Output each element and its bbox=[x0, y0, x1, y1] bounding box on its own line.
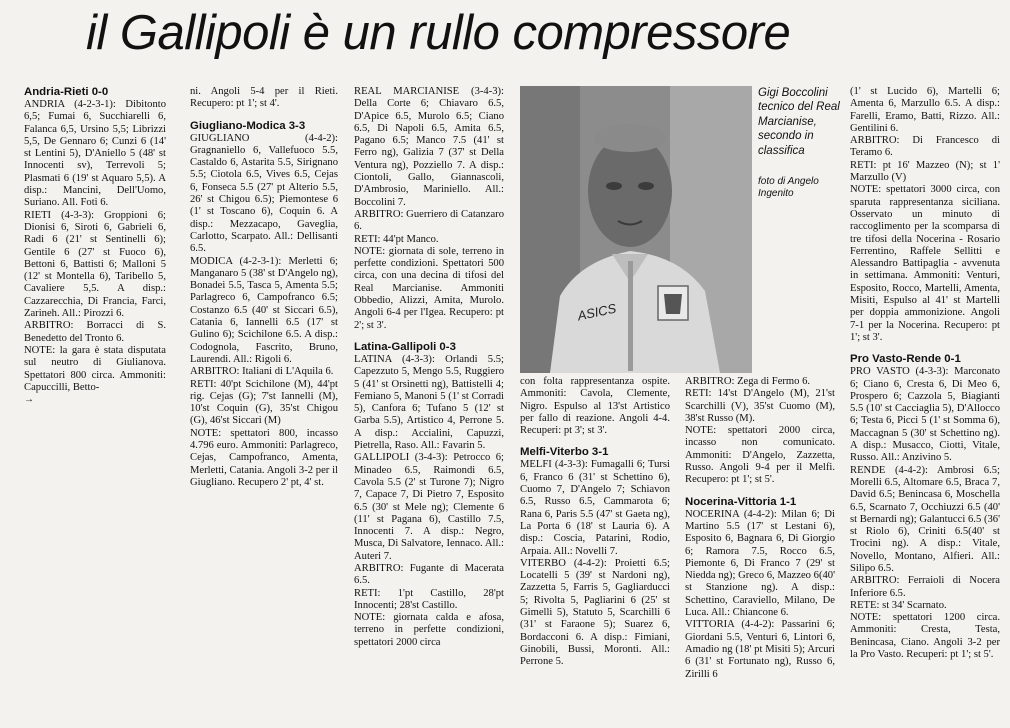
match-report bbox=[24, 86, 166, 210]
report-paragraph bbox=[685, 619, 835, 680]
report-text: ANDRIA (4-2-3-1): Dibitonto 6,5; Fumai 6, Succhiarelli 6, Falanca 6,5, Ursino 5,5; Librizzi 5,5, De Gennaro 6; Cunzi 6 (14' st Lentini 5), D'Aniello 5 (48' st Innocenti sv), Terrevoli 5; Plasmati 6 (19' st Aquaro 5,5). A disp.: Mancini, Dell'Uomo, Suriano. All. Foti 6. bbox=[24, 99, 166, 209]
report-text: ARBITRO: Italiani di L'Aquila 6. bbox=[190, 366, 334, 378]
match-title: Melfi-Viterbo 3-1 bbox=[520, 446, 609, 459]
report-text: MELFI (4-3-3): Fumagalli 6; Tursi 6, Franco 6 (31' st Schettino 6), Cuomo 7, D'Angelo 7; Schiavon 6.5, Russo 6.5, Cammarota 6; Rana 6, Paris 5.5 (47' st Gaeta ng), La Porta 6 (18' st Lauria 6). A disp.: Coscia, Patarini, Rodio, Arpaia. All.: Novelli 7. bbox=[520, 459, 670, 557]
report-text: ARBITRO: Zega di Fermo 6. bbox=[685, 376, 811, 387]
report-paragraph bbox=[850, 184, 1000, 344]
match-report bbox=[850, 353, 1000, 464]
report-text: ARBITRO: Guerriero di Catanzaro 6. bbox=[354, 208, 504, 233]
headline: il Gallipoli è un rullo compressore bbox=[86, 6, 791, 60]
report-paragraph bbox=[190, 86, 338, 111]
report-paragraph bbox=[354, 588, 504, 613]
report-text: REAL MARCIANISE (3-4-3): Della Corte 6; Chiavaro 6.5, D'Apice 6.5, Murolo 6.5; Ciano 6.5, Di Napoli 6.5, Amita 6.5, Pagano 6.5; Manco 7.5 (41' st Ferro ng), Galizia 7 (37' st Della Ventura ng), Pozziello 7. A disp.: Ciontoli, Gallo, Giannascoli, D'Ambrosio, Mariniello. All.: Boccolini 7. bbox=[354, 86, 504, 208]
column-2 bbox=[190, 86, 338, 726]
report-paragraph bbox=[190, 379, 338, 428]
report-paragraph bbox=[354, 209, 504, 234]
report-text: VITTORIA (4-4-2): Passarini 6; Giordani 5.5, Venturi 6, Lintori 6, Amadio ng (18' pt Misiti 5); Arcuri 6 (31' st Fortunato ng), Russo 6, Zirilli 6 bbox=[685, 619, 835, 680]
report-text: VITERBO (4-4-2): Proietti 6.5; Locatelli 5 (39' st Nardoni ng), Zazzetta 5, Farris 5, Gagliarducci 5; Rivolta 5, Pagliarini 6 (25' st Gimelli 5), Statuto 5, Scarchilli 6 (31' st Faraone 5); Suarez 6, Bordacconi 6. A disp.: Fimiani, Ginobili, Bussi, Moronti. All.: Perrone 5. bbox=[520, 557, 670, 668]
report-paragraph bbox=[24, 345, 166, 394]
report-text: GIUGLIANO (4-4-2): Gragnaniello 6, Vallefuoco 5.5, Castaldo 6, Astarita 5.5, Sirignano 5.5; Ciotola 6.5, Vives 6.5, Cejas 6, Fonseca 5.5 (27' pt Alterio 5.5, 26' st Chigou 6.5); Piemontese 6 (1' st Toscano 6), Coquin 6. A disp.: Mezzacapo, Gaveglia, Carlotto, Scarpato. All.: Dellisanti 6.5. bbox=[190, 132, 338, 255]
report-paragraph bbox=[354, 563, 504, 588]
report-paragraph bbox=[520, 376, 670, 437]
report-paragraph bbox=[850, 160, 1000, 185]
report-text: NOTE: spettatori 1200 circa. Ammoniti: Cresta, Testa, Benincasa, Ciano. Angoli 3-2 per la Pro Vasto. Recuperi: pt 1'; st 5'. bbox=[850, 612, 1000, 661]
report-text: PRO VASTO (4-3-3): Marconato 6; Ciano 6, Cresta 6, Di Meo 6, Prospero 6; Cazzola 5, Biagianti 5.5 (10' st Cacciaglia 5), D'Allocco 6; Testa 6, Picci 5 (1' st Somma 6), Maccagnan 5 (30' st Schettino ng). A disp.: Musacco, Ciotti, Vitale, Russo. All.: Anzivino 5. bbox=[850, 366, 1000, 464]
photo-credit: foto di Angelo Ingenito bbox=[758, 176, 819, 200]
coach-portrait-image bbox=[520, 86, 752, 373]
report-text: ARBITRO: Di Francesco di Teramo 6. bbox=[850, 135, 1000, 159]
report-text: RETE: st 34' Scarnato. bbox=[850, 599, 947, 611]
report-text: LATINA (4-3-3): Orlandi 5.5; Capezzuto 5, Mengo 5.5, Ruggiero 5 (41' st Orsinetti ng), Battistelli 4; Femiano 5, Manoni 5 (1' st Corradi 5), Canfora 6; Tufano 5 (12' st Garba 5.5), Artistico 4, Perrone 5. A disp.: Accialini, Capuzzi, Pietrella, Raso. All.: Favarin 5. bbox=[354, 353, 504, 452]
column-5 bbox=[685, 376, 835, 726]
report-paragraph bbox=[520, 558, 670, 669]
report-paragraph bbox=[354, 612, 504, 649]
report-text: ARBITRO: Ferraioli di Nocera Inferiore 6.5. bbox=[850, 575, 1000, 599]
report-text: (1' st Lucido 6), Martelli 6; Amenta 6, Marzullo 6.5. A disp.: Farelli, Eramo, Batti, Rizzo. All.: Gentilini 6. bbox=[850, 86, 1000, 134]
column-6 bbox=[850, 86, 1000, 726]
match-report bbox=[685, 496, 835, 620]
report-text: MODICA (4-2-3-1): Merletti 6; Manganaro 5 (38' st D'Angelo ng), Bonadei 5.5, Tasca 5, Amenta 5.5; Parlagreco 6, Campofranco 6.5; Costanzo 6.5 (40' st Siccari 6.5), Catania 6, Iannelli 6.5 (17' st Gulino 6); Scichilone 6.5. A disp.: Codognola, Fascrito, Bruno, Laurendi. All.: Rigoli 6. bbox=[190, 255, 338, 365]
match-title: Giugliano-Modica 3-3 bbox=[190, 119, 306, 132]
match-title: Pro Vasto-Rende 0-1 bbox=[850, 353, 961, 366]
report-paragraph bbox=[190, 428, 338, 489]
report-text: NOTE: la gara è stata disputata sul neutro di Giulianova. Spettatori 800 circa. Ammoniti: Capuccilli, Betto- bbox=[24, 344, 166, 393]
report-text: ARBITRO: Fugante di Macerata 6.5. bbox=[354, 562, 504, 587]
report-text: NOTE: spettatori 800, incasso 4.796 euro. Ammoniti: Parlagreco, Cejas, Campofranco, Amenta, Merletti, Catania. Angoli 3-2 per il Giugliano. Recupero 2' pt, 4' st. bbox=[190, 427, 338, 488]
column-4 bbox=[520, 376, 670, 726]
report-paragraph bbox=[850, 465, 1000, 576]
report-text: RETI: 44'pt Manco. bbox=[354, 233, 439, 245]
report-paragraph bbox=[24, 320, 166, 345]
report-paragraph bbox=[850, 135, 1000, 160]
column-3 bbox=[354, 86, 504, 726]
report-text: NOTE: spettatori 3000 circa, con sparuta rappresentanza siciliana. Osservato un minuto di raccoglimento per la scomparsa di tre tifosi della Nocerina - Rosario Ferrentino, Raffele Sellitti e Alessandro Battipaglia - avvenuta in settimana. Ammoniti: Venturi, Esposito, Rocco, Martelli, Amenta, Misiti, Espulso al 41' st Martelli per doppia ammonizione. Angoli 7-1 per la Nocerina. Recupero: pt 1'; st 3'. bbox=[850, 184, 1000, 343]
match-title: Nocerina-Vittoria 1-1 bbox=[685, 495, 797, 508]
report-paragraph bbox=[850, 612, 1000, 661]
match-report bbox=[354, 341, 504, 452]
report-paragraph bbox=[850, 600, 1000, 612]
continue-arrow-icon: → bbox=[24, 394, 34, 406]
column-1 bbox=[24, 86, 166, 726]
report-text: con folta rappresentanza ospite. Ammoniti: Cavola, Clemente, Nigro. Espulso al 13'st Artistico per fallo di reazione. Angoli 4-4. Recuperi: pt 3'; st 3'. bbox=[520, 376, 670, 437]
report-paragraph bbox=[354, 234, 504, 246]
caption-text: Gigi Boccolini tecnico del Real Marcianise, secondo in classifica bbox=[758, 87, 840, 157]
report-text: NOTE: spettatori 2000 circa, incasso non comunicato. Ammoniti: D'Angelo, Zazzetta, Russo. Angoli 9-4 per il Melfi. Recupero: pt 1'; st 5'. bbox=[685, 425, 835, 486]
report-text: RIETI (4-3-3): Groppioni 6; Dionisi 6, Siroti 6, Gabrieli 6, Radi 6 (21' st Sentinelli 6); Gentile 6 (27' st Fuoco 6), Bettoni 6, Battisti 6; Malloni 5 (12' st Montella 6), Taribello 5, Cavaliere 5,5. A disp.: Cazzarecchia, Di Francia, Farci, Zarineh. All.: Pirozzi 6. bbox=[24, 209, 166, 320]
report-paragraph bbox=[190, 366, 338, 378]
report-paragraph bbox=[190, 256, 338, 367]
report-paragraph bbox=[354, 86, 504, 209]
report-paragraph bbox=[850, 575, 1000, 600]
report-paragraph bbox=[354, 452, 504, 563]
report-text: ARBITRO: Borracci di S. Benedetto del Tronto 6. bbox=[24, 320, 166, 344]
report-text: RETI: 40'pt Scichilone (M), 44'pt rig. Cejas (G); 7'st Iannelli (M), 10'st Coquin (G), 35'st Chigou (G), 46'st Siccari (M) bbox=[190, 378, 338, 427]
report-text: RETI: pt 16' Mazzeo (N); st 1' Marzullo (V) bbox=[850, 159, 1000, 184]
report-text: NOTE: giornata di sole, terreno in perfette condizioni. Spettatori 500 circa, con una decina di tifosi del Real Marcianise. Ammoniti Obbedio, Alizzi, Amita, Murolo. Angoli 6-4 per l'Igea. Recupero: pt 2'; st 3'. bbox=[354, 245, 504, 331]
photo-coach bbox=[520, 86, 752, 373]
report-text: GALLIPOLI (3-4-3): Petrocco 6; Minadeo 6.5, Raimondi 6.5, Cavola 5.5 (2' st Turone 7); Nigro 7, Capace 7, Di Pietro 7, Esposito 6.5 (30' st Mele ng); Clemente 6 (11' st Pagana 6), Castillo 7.5, Innocenti 7. A disp.: Negro, Musca, Di Salvatore, Iennaco. All.: Auteri 7. bbox=[354, 452, 504, 562]
report-text: RENDE (4-4-2): Ambrosi 6.5; Morelli 6.5, Altomare 6.5, Braca 7, David 6.5; Benincasa 6, Moschella 6.5, Scarnato 7, Occhiuzzi 6.5 (40' st Bernardi ng); Galantucci 6.5 (36' st Riolo 6), Criniti 6.5(40' st Trocini ng). A disp.: Vitale, Novello, Montano, Alfieri. All.: Silipo 6.5. bbox=[850, 464, 1000, 574]
report-paragraph bbox=[354, 246, 504, 332]
report-paragraph bbox=[685, 425, 835, 486]
report-text: NOCERINA (4-4-2): Milan 6; Di Martino 5.5 (17' st Lestani 6), Esposito 6, Bagnara 6, Di Giorgio 6; Ramora 7.5, Rocco 6.5, Piemonte 6, Di Franco 7 (29' st Niedda ng); Greco 6, Mazzeo 6(40' st Stanzione ng). A disp.: Schettino, Caraviello, Milano, De Luca. All.: Chiancone 6. bbox=[685, 508, 835, 619]
shirt-brand: ASICS bbox=[576, 300, 618, 324]
report-text: ni. Angoli 5-4 per il Rieti. Recupero: pt 1'; st 4'. bbox=[190, 86, 338, 110]
report-paragraph bbox=[850, 86, 1000, 135]
match-report bbox=[520, 446, 670, 557]
report-paragraph bbox=[24, 210, 166, 321]
photo-caption bbox=[758, 86, 842, 200]
report-paragraph bbox=[685, 388, 835, 425]
match-title: Andria-Rieti 0-0 bbox=[24, 86, 109, 98]
match-report bbox=[190, 120, 338, 256]
report-paragraph bbox=[24, 394, 166, 406]
match-title: Latina-Gallipoli 0-3 bbox=[354, 340, 456, 353]
report-text: NOTE: giornata calda e afosa, terreno in perfette condizioni, spettatori 2000 circa bbox=[354, 612, 504, 648]
report-text: RETI: 14'st D'Angelo (M), 21'st Scarchilli (V), 35'st Cuomo (M), 38'st Russo (M). bbox=[685, 388, 835, 424]
report-text: RETI: 1'pt Castillo, 28'pt Innocenti; 28'st Castillo. bbox=[354, 587, 504, 611]
report-paragraph bbox=[685, 376, 835, 388]
